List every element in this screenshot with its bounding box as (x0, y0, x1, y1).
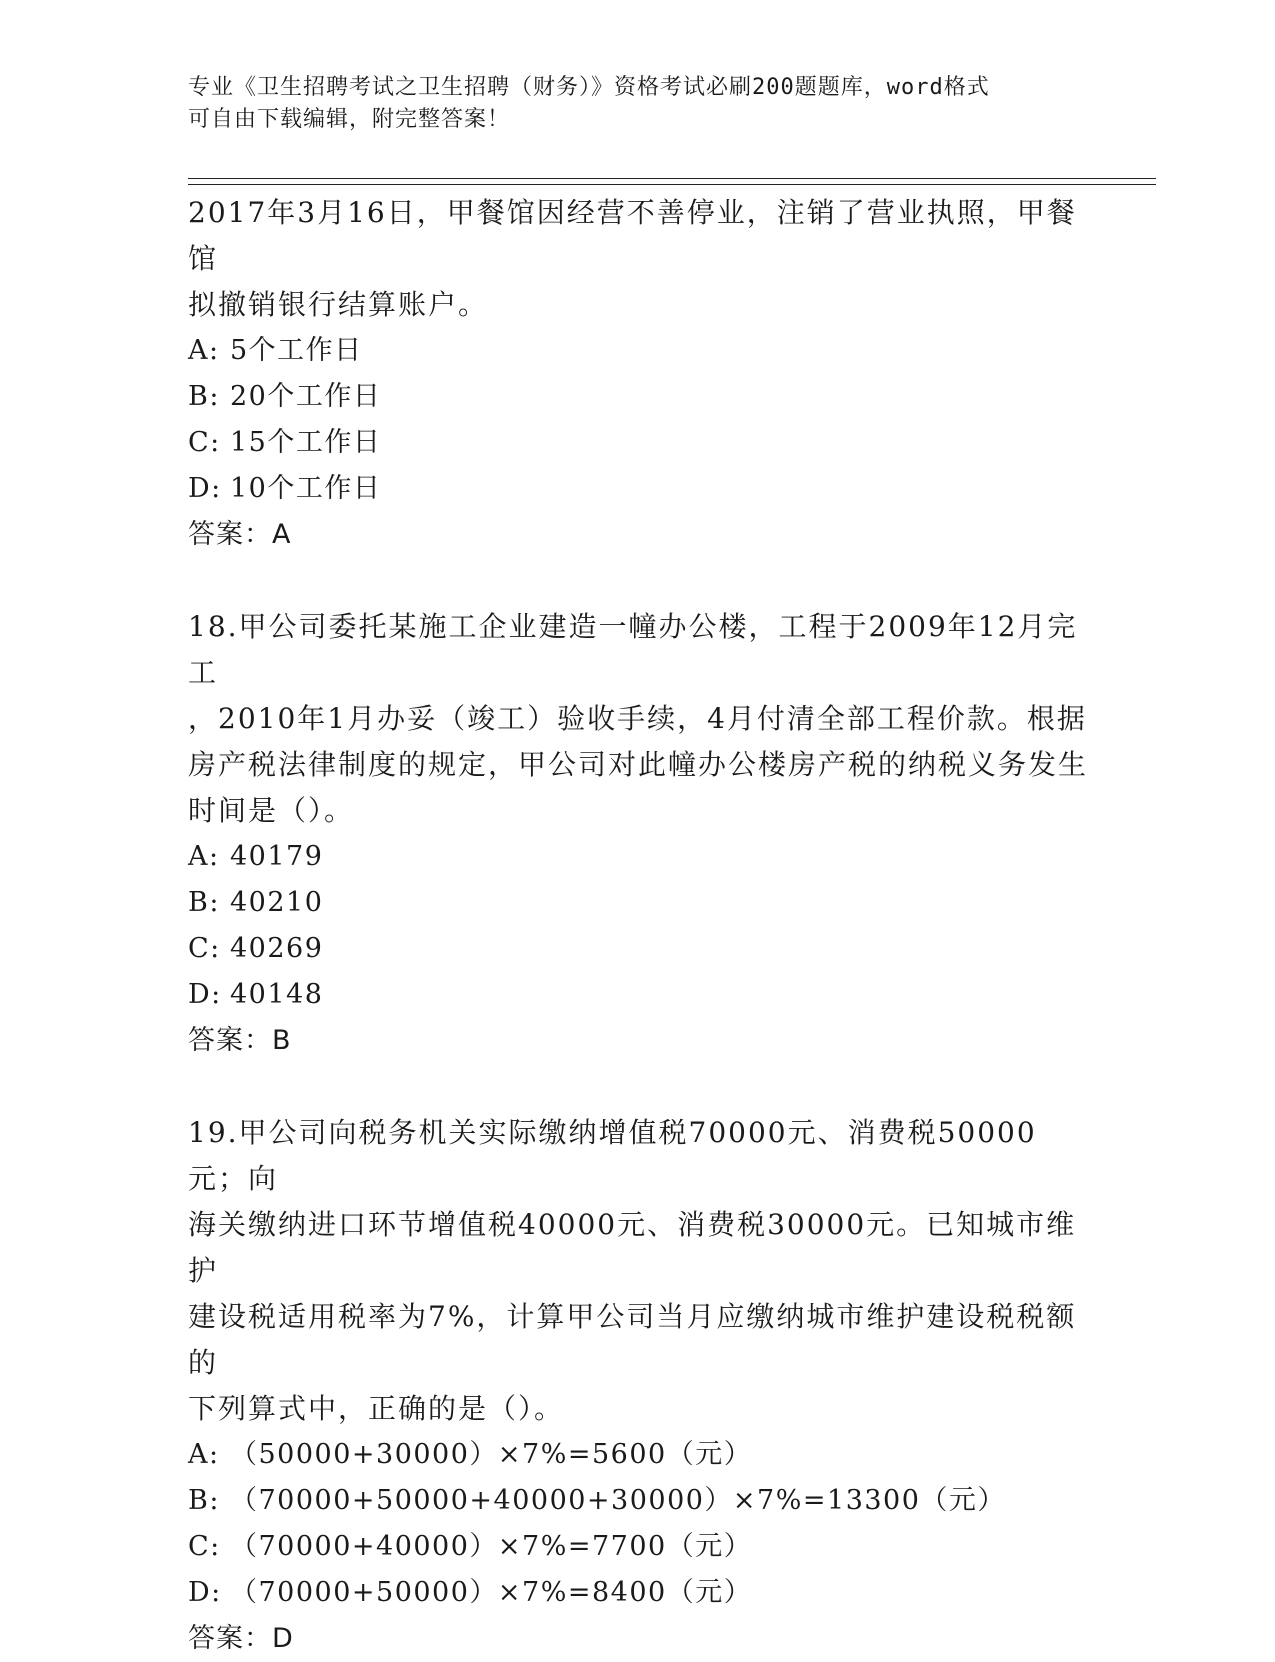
option-text: （70000+40000）×7%=7700（元） (230, 1531, 753, 1562)
question-list (188, 190, 1088, 1662)
option-label: B: (188, 1485, 220, 1516)
question-text-line: 海关缴纳进口环节增值税40000元、消费税30000元。已知城市维护 (188, 1208, 1077, 1287)
spacer (188, 558, 1088, 604)
spacer (188, 1064, 1088, 1110)
option-d (188, 1570, 1088, 1616)
question-text-line: 建设税适用税率为7%，计算甲公司当月应缴纳城市维护建设税税额的 (188, 1300, 1077, 1379)
option-text: （70000+50000+40000+30000）×7%=13300（元） (230, 1485, 1006, 1516)
option-text: （70000+50000）×7%=8400（元） (230, 1577, 753, 1608)
question-text-line: 2017年3月16日，甲餐馆因经营不善停业，注销了营业执照，甲餐馆 (188, 196, 1077, 275)
header-line-1: 专业《卫生招聘考试之卫生招聘（财务）》资格考试必刷200题题库，word格式 (188, 75, 990, 100)
option-b (188, 374, 1088, 420)
option-text: 15个工作日 (230, 427, 382, 458)
question-text-line: 18.甲公司委托某施工企业建造一幢办公楼，工程于2009年12月完工 (188, 610, 1078, 689)
document-header (188, 72, 1068, 136)
option-text: 5个工作日 (230, 335, 363, 366)
option-a (188, 1432, 1088, 1478)
option-c (188, 926, 1088, 972)
option-text: （50000+30000）×7%=5600（元） (230, 1439, 753, 1470)
question-17 (188, 190, 1088, 558)
option-label: B: (188, 381, 220, 412)
option-text: 40179 (230, 841, 324, 872)
option-label: D: (188, 473, 222, 504)
option-a (188, 328, 1088, 374)
option-text: 20个工作日 (230, 381, 382, 412)
option-d (188, 972, 1088, 1018)
option-c (188, 420, 1088, 466)
header-divider-top (188, 178, 1156, 179)
option-text: 10个工作日 (230, 473, 382, 504)
question-text-line: 房产税法律制度的规定，甲公司对此幢办公楼房产税的纳税义务发生 (188, 748, 1089, 781)
option-label: A: (188, 1439, 220, 1470)
question-19 (188, 1110, 1088, 1662)
header-line-2: 可自由下载编辑，附完整答案！ (188, 107, 511, 132)
option-label: A: (188, 841, 220, 872)
answer: 答案：A (188, 519, 292, 550)
question-18 (188, 604, 1088, 1064)
question-text-line: 下列算式中，正确的是（）。 (188, 1392, 565, 1425)
question-text-line: 时间是（）。 (188, 794, 355, 827)
option-label: C: (188, 933, 221, 964)
option-label: A: (188, 335, 220, 366)
header-divider-bottom (188, 184, 1156, 185)
question-text-line: 19.甲公司向税务机关实际缴纳增值税70000元、消费税50000元；向 (188, 1116, 1037, 1195)
option-label: B: (188, 887, 220, 918)
option-text: 40148 (230, 979, 324, 1010)
option-b (188, 880, 1088, 926)
question-text-line: 拟撤销银行结算账户。 (188, 288, 489, 321)
question-text-line: ，2010年1月办妥（竣工）验收手续，4月付清全部工程价款。根据 (188, 702, 1087, 735)
option-label: D: (188, 1577, 222, 1608)
option-c (188, 1524, 1088, 1570)
option-label: C: (188, 1531, 221, 1562)
option-label: D: (188, 979, 222, 1010)
answer: 答案：B (188, 1025, 292, 1056)
option-d (188, 466, 1088, 512)
option-label: C: (188, 427, 221, 458)
option-b (188, 1478, 1088, 1524)
option-a (188, 834, 1088, 880)
option-text: 40210 (230, 887, 324, 918)
option-text: 40269 (230, 933, 324, 964)
answer: 答案：D (188, 1623, 294, 1654)
